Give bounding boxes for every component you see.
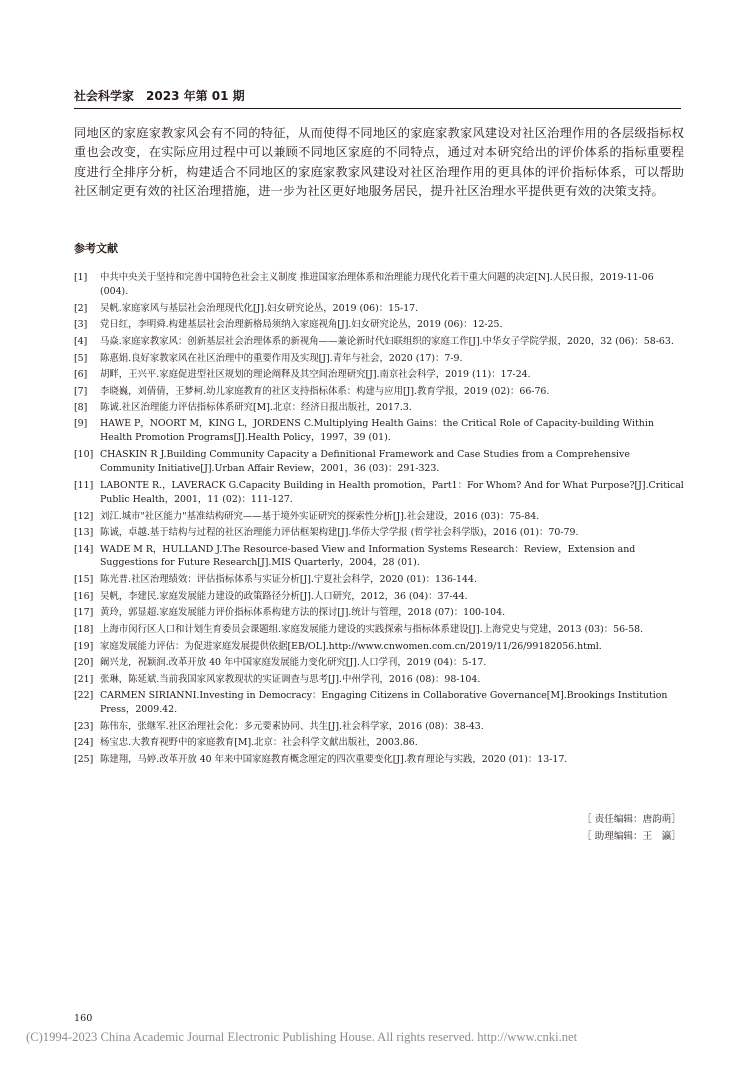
assistant-editor: ［ 助理编辑：王 瀛］ bbox=[582, 831, 681, 842]
reference-number: [24] bbox=[74, 737, 94, 749]
reference-text: 张琳，陈延斌.当前我国家风家教现状的实证调查与思考[J].中州学刊，2016 (08)：98-104. bbox=[100, 673, 481, 685]
references-title: 参考文献 bbox=[74, 242, 118, 255]
reference-item bbox=[74, 640, 684, 654]
reference-text: 刘江.城市"社区能力"基准结构研究——基于境外实证研究的探索性分析[J].社会建设，2016 (03)：75-84. bbox=[100, 510, 540, 522]
reference-number: [12] bbox=[74, 510, 94, 522]
reference-item bbox=[74, 736, 684, 750]
reference-text: 中共中央关于坚持和完善中国特色社会主义制度 推进国家治理体系和治理能力现代化若干重大问题的决定[N].人民日报，2019-11-06 (004). bbox=[100, 272, 654, 297]
reference-number: [22] bbox=[74, 690, 94, 701]
reference-number: [9] bbox=[74, 418, 88, 430]
page-number: 160 bbox=[74, 1013, 93, 1024]
reference-item bbox=[74, 302, 684, 316]
reference-item bbox=[74, 590, 684, 604]
reference-item bbox=[74, 606, 684, 620]
reference-text: HAWE P，NOORT M，KING L，JORDENS C.Multiplying Health Gains：the Critical Role of Capacity-building Within Health Promotion Programs[J].Health Policy，1997，39 (01). bbox=[100, 418, 654, 444]
reference-item bbox=[74, 479, 684, 507]
editor-credits bbox=[582, 811, 681, 845]
reference-text: 黄玲，郭显超.家庭发展能力评价指标体系构建方法的探讨[J].统计与管理，2018 (07)：100-104. bbox=[100, 607, 506, 619]
reference-item bbox=[74, 543, 684, 571]
reference-number: [13] bbox=[74, 527, 94, 539]
body-paragraph: 同地区的家庭家教家风会有不同的特征，从而使得不同地区的家庭家教家风建设对社区治理作用的各层级指标权重也会改变，在实际应用过程中可以兼顾不同地区家庭的不同特点，通过对本研究给出的评价体系的指标重要程度进行全排序分析，构建适合不同地区的家庭家教家风建设对社区治理作用的更具体的评价指标体系，可以帮助社区制定更有效的社区治理措施，进一步为社区更好地服务居民，提升社区治理水平提供更有效的决策支持。 bbox=[74, 126, 684, 199]
reference-item bbox=[74, 623, 684, 637]
reference-item bbox=[74, 352, 684, 366]
reference-text: 陈建翔，马婷.改革开放 40 年来中国家庭教育概念厘定的四次重要变化[J].教育理论与实践，2020 (01)：13-17. bbox=[100, 753, 568, 765]
reference-text: 杨宝忠.大教育视野中的家庭教育[M].北京：社会科学文献出版社，2003.86. bbox=[100, 737, 418, 749]
responsible-editor: ［ 责任编辑：唐韵萌］ bbox=[582, 814, 681, 825]
reference-number: [3] bbox=[74, 319, 88, 331]
reference-item bbox=[74, 417, 684, 445]
reference-number: [19] bbox=[74, 640, 94, 652]
reference-item bbox=[74, 689, 684, 717]
reference-text: 家庭发展能力评估：为促进家庭发展提供依据[EB/OL].http://www.cnwomen.com.cn/2019/11/26/99182056.html. bbox=[100, 640, 602, 652]
reference-text: 陈光普.社区治理绩效：评估指标体系与实证分析[J].宁夏社会科学，2020 (01)：136-144. bbox=[100, 574, 477, 586]
reference-number: [20] bbox=[74, 657, 94, 669]
reference-item bbox=[74, 673, 684, 687]
reference-item bbox=[74, 573, 684, 587]
reference-number: [14] bbox=[74, 543, 94, 555]
reference-number: [7] bbox=[74, 385, 88, 397]
reference-text: 马焱.家庭家教家风：创新基层社会治理体系的新视角——兼论新时代妇联组织的家庭工作[J].中华女子学院学报，2020，32 (06)：58-63. bbox=[100, 335, 674, 347]
running-header bbox=[74, 87, 681, 109]
reference-text: CARMEN SIRIANNI.Investing in Democracy：Engaging Citizens in Collaborative Governance[M].Brookings Institution Press，2009.42. bbox=[100, 690, 668, 715]
reference-text: LABONTE R.，LAVERACK G.Capacity Building in Health promotion，Part1：For Whom? And for What Purpose?[J].Critical Public Health，2001，11 (02)：111-127. bbox=[100, 479, 684, 505]
reference-text: 胡畔，王兴平.家庭促进型社区规划的理论阐释及其空间治理研究[J].南京社会科学，2019 (11)：17-24. bbox=[100, 369, 531, 381]
reference-number: [4] bbox=[74, 335, 88, 347]
reference-text: 上海市闵行区人口和计划生育委员会课题组.家庭发展能力建设的实践探索与指标体系建设[J].上海党史与党建，2013 (03)：56-58. bbox=[100, 623, 644, 635]
reference-number: [8] bbox=[74, 402, 88, 413]
issue-label: 2023 年第 01 期 bbox=[146, 89, 245, 103]
reference-item bbox=[74, 401, 684, 415]
reference-item bbox=[74, 656, 684, 670]
reference-item bbox=[74, 526, 684, 540]
reference-item bbox=[74, 335, 684, 349]
reference-number: [17] bbox=[74, 607, 94, 619]
reference-text: 陈诚，卓越.基于结构与过程的社区治理能力评估框架构建[J].华侨大学学报 (哲学社会科学版)，2016 (01)：70-79. bbox=[100, 527, 579, 539]
reference-item bbox=[74, 385, 684, 399]
reference-text: WADE M R，HULLAND J.The Resource-based View and Information Systems Research：Review，Extension and Suggestions for Future Research[J].MIS Quarterly，2004，28 (01). bbox=[100, 543, 636, 569]
copyright-footer: (C)1994-2023 China Academic Journal Electronic Publishing House. All rights reserved. http://www.cnki.net bbox=[26, 1030, 578, 1044]
reference-text: 陈伟东，张继军.社区治理社会化：多元要素协同、共生[J].社会科学家，2016 (08)：38-43. bbox=[100, 720, 484, 732]
reference-item bbox=[74, 753, 684, 767]
reference-text: 阚兴龙，祝颖润.改革开放 40 年中国家庭发展能力变化研究[J].人口学刊，2019 (04)：5-17. bbox=[100, 657, 487, 669]
reference-number: [5] bbox=[74, 352, 88, 364]
reference-number: [15] bbox=[74, 574, 94, 586]
reference-text: 陈诚.社区治理能力评估指标体系研究[M].北京：经济日报出版社，2017.3. bbox=[100, 402, 412, 413]
reference-number: [6] bbox=[74, 369, 88, 381]
reference-number: [11] bbox=[74, 479, 94, 491]
journal-name: 社会科学家 bbox=[74, 89, 135, 103]
reference-item bbox=[74, 318, 684, 332]
reference-text: 李晓巍，刘倩倩，王梦柯.幼儿家庭教育的社区支持指标体系：构建与应用[J].教育学报，2019 (02)：66-76. bbox=[100, 385, 550, 397]
reference-number: [21] bbox=[74, 673, 94, 685]
reference-number: [23] bbox=[74, 720, 94, 732]
reference-number: [10] bbox=[74, 449, 94, 461]
reference-number: [2] bbox=[74, 302, 88, 314]
reference-item bbox=[74, 368, 684, 382]
reference-item bbox=[74, 720, 684, 734]
reference-number: [1] bbox=[74, 272, 88, 283]
reference-number: [16] bbox=[74, 590, 94, 602]
reference-text: CHASKIN R J.Building Community Capacity a Definitional Framework and Case Studies from a Comprehensive Community Initiative[J].Urban Affair Review，2001，36 (03)：291-323. bbox=[100, 449, 630, 474]
references-list bbox=[74, 271, 684, 769]
reference-item bbox=[74, 510, 684, 524]
reference-number: [18] bbox=[74, 623, 94, 635]
reference-text: 党日红，李明舜.构建基层社会治理新格局须纳入家庭视角[J].妇女研究论丛，2019 (06)：12-25. bbox=[100, 319, 503, 331]
reference-text: 陈惠娟.良好家教家风在社区治理中的重要作用及实现[J].青年与社会，2020 (17)：7-9. bbox=[100, 352, 463, 364]
reference-number: [25] bbox=[74, 753, 94, 765]
reference-item bbox=[74, 271, 684, 299]
reference-text: 吴帆.家庭家风与基层社会治理现代化[J].妇女研究论丛，2019 (06)：15-17. bbox=[100, 302, 419, 314]
reference-text: 吴帆，李建民.家庭发展能力建设的政策路径分析[J].人口研究，2012，36 (04)：37-44. bbox=[100, 590, 468, 602]
reference-item bbox=[74, 448, 684, 476]
